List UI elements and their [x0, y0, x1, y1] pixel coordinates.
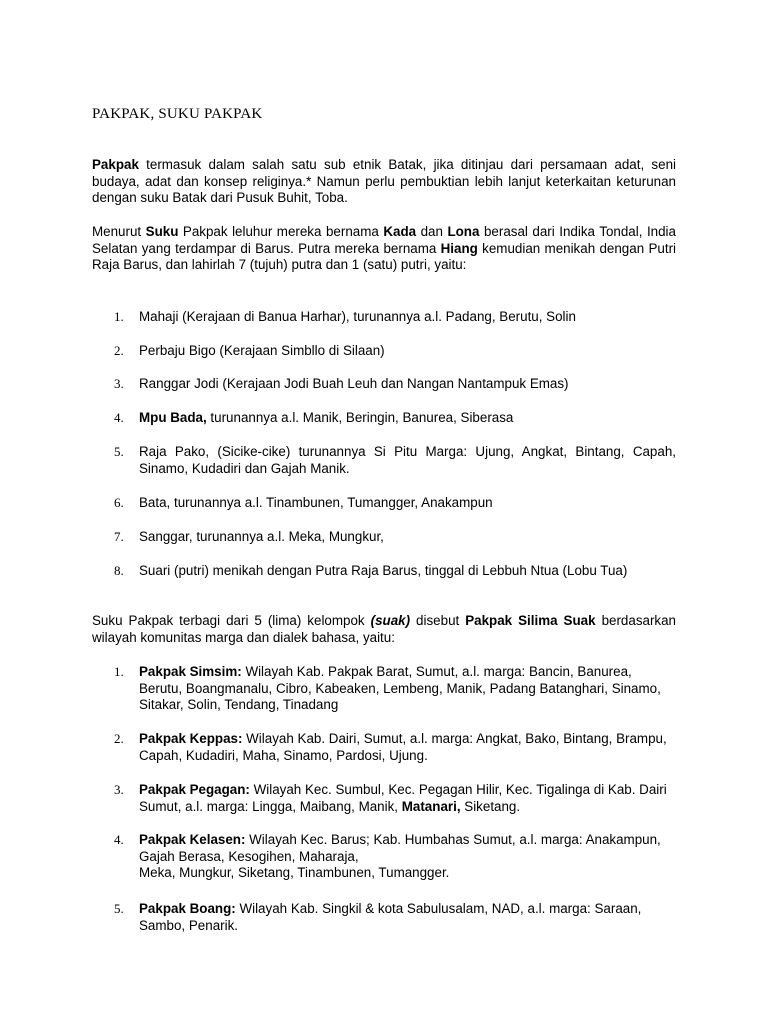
groups-intro-bold: Pakpak Silima Suak [465, 613, 596, 628]
groups-intro-text-2: disebut [410, 613, 466, 628]
origin-text-2: Pakpak leluhur mereka bernama [178, 224, 384, 239]
group-desc: Wilayah Kec. Barus; Kab. Humbahas Sumut, a.l. marga: Anakampun, Gajah Berasa, Kesogihen, Maharaja, [139, 832, 661, 864]
group-name: Pakpak Pegagan: [139, 782, 250, 797]
group-desc: Wilayah Kab. Singkil & kota Sabulusalam, NAD, a.l. marga: Saraan, Sambo, Penarik. [139, 901, 642, 933]
list-number: 4. [114, 832, 124, 847]
list-number: 8. [114, 563, 124, 578]
list-number: 5. [114, 444, 124, 459]
list-number: 6. [114, 495, 124, 510]
group-desc: Wilayah Kab. Pakpak Barat, Sumut, a.l. marga: Bancin, Banurea, Berutu, Boangmanalu, Cibro, Kabeaken, Lembeng, Manik, Padang Batanghari, Sinamo, Sitakar, Solin, Tendang, Tinadang [139, 664, 661, 712]
group-desc: Wilayah Kab. Dairi, Sumut, a.l. marga: Angkat, Bako, Bintang, Brampu, Capah, Kudadiri, Maha, Sinamo, Pardosi, Ujung. [139, 731, 667, 763]
group-desc: Wilayah Kec. Sumbul, Kec. Pegagan Hilir, Kec. Tigalinga di Kab. Dairi Sumut, a.l. marga: Lingga, Maibang, Manik, [139, 782, 667, 814]
list-text [139, 832, 676, 882]
intro-paragraph [92, 157, 676, 207]
origin-bold-hiang: Hiang [440, 240, 478, 256]
intro-bold-term: Pakpak [92, 157, 139, 172]
list-bold: Mpu Bada, [139, 410, 207, 425]
group-name: Pakpak Kelasen: [139, 832, 246, 847]
group-name: Pakpak Simsim: [139, 664, 242, 679]
list-text: Perbaju Bigo (Kerajaan Simbllo di Silaan) [139, 343, 385, 358]
list-text: Bata, turunannya a.l. Tinambunen, Tumangger, Anakampun [139, 495, 493, 510]
groups-intro-text-1: Suku Pakpak terbagi dari 5 (lima) kelompok [92, 613, 371, 628]
group-desc-2: Siketang. [460, 798, 521, 814]
origin-text-4: berasal dari Indika Tondal, India Selatan yang terdampar di Barus. Putra mereka bernama [92, 224, 676, 256]
origin-bold-kada: Kada [383, 224, 417, 239]
origin-bold-lona: Lona [447, 224, 480, 239]
list-number: 1. [114, 309, 124, 324]
origin-paragraph [92, 224, 676, 274]
list-text: Ranggar Jodi (Kerajaan Jodi Buah Leuh dan Nangan Nantampuk Emas) [139, 376, 569, 391]
list-number: 3. [114, 376, 124, 391]
group-bold-marga: Matanari, [401, 798, 461, 814]
intro-text: termasuk dalam salah satu sub etnik Batak, jika ditinjau dari persamaan adat, seni budaya, adat dan konsep religinya.* Namun perlu pembuktian lebih lanjut keterkaitan keturunan dengan suku Batak dari Pusuk Buhit, Toba. [92, 157, 676, 205]
list-text: Sanggar, turunannya a.l. Meka, Mungkur, [139, 529, 384, 544]
list-text [139, 782, 676, 815]
list-number: 5. [114, 901, 124, 916]
list-text-rest: turunannya a.l. Manik, Beringin, Banurea, Siberasa [206, 410, 514, 425]
group-name: Pakpak Boang: [139, 901, 236, 916]
list-text [139, 664, 676, 714]
list-number: 7. [114, 529, 124, 544]
document-title: PAKPAK, SUKU PAKPAK [92, 106, 263, 122]
list-text: Suari (putri) menikah dengan Putra Raja Barus, tinggal di Lebbuh Ntua (Lobu Tua) [139, 563, 628, 578]
list-number: 3. [114, 782, 124, 797]
origin-text-3: dan [416, 224, 448, 239]
list-number: 1. [114, 664, 124, 679]
list-text [139, 731, 676, 764]
origin-bold-suku: Suku [145, 224, 179, 239]
group-desc-line2: Meka, Mungkur, Siketang, Tinambunen, Tumangger. [139, 865, 450, 880]
list-number: 2. [114, 731, 124, 746]
list-text: Mahaji (Kerajaan di Banua Harhar), turunannya a.l. Padang, Berutu, Solin [139, 309, 576, 324]
list-number: 4. [114, 410, 124, 425]
list-text: Raja Pako, (Sicike-cike) turunannya Si Pitu Marga: Ujung, Angkat, Bintang, Capah, Sinamo, Kudadiri dan Gajah Manik. [139, 444, 676, 476]
list-text [139, 410, 676, 427]
group-name: Pakpak Keppas: [139, 731, 243, 746]
origin-text-1: Menurut [92, 224, 146, 239]
origin-text-5: kemudian menikah dengan Putri Raja Barus, dan lahirlah 7 (tujuh) putra dan 1 (satu) putri, yaitu: [92, 240, 676, 272]
groups-intro-text-3: berdasarkan wilayah komunitas marga dan dialek bahasa, yaitu: [92, 613, 677, 645]
list-number: 2. [114, 343, 124, 358]
list-text [139, 901, 676, 934]
groups-intro-paragraph [92, 613, 676, 646]
groups-intro-bold-italic: (suak) [370, 613, 411, 628]
